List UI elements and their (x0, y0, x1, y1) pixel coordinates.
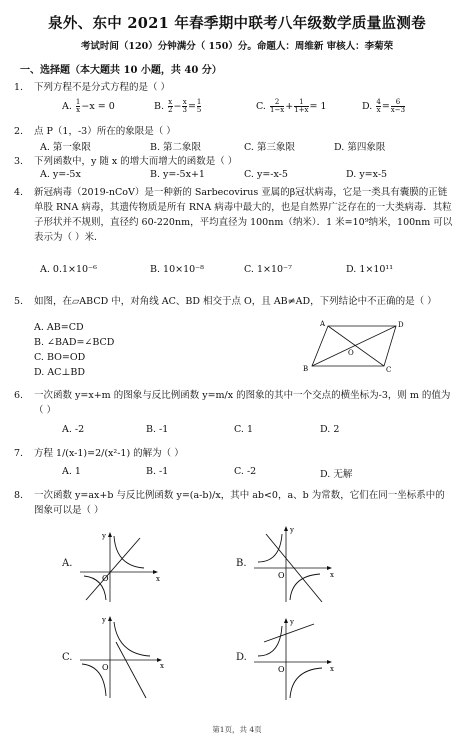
question-text: 一次函数 y=ax+b 与反比例函数 y=(a-b)/x，其中 ab<0，a、b 为常数，它们在同一坐标系中的图象可以是（ ） (34, 490, 445, 516)
origin-label: O (278, 665, 285, 674)
option-a[interactable]: A. 0.1×10⁻⁶ (40, 264, 97, 275)
option-d[interactable]: D. 1×10¹¹ (346, 264, 394, 275)
question-3: 3. 下列函数中，y 随 x 的增大而增大的函数是（ ） (14, 156, 238, 167)
hyperbola-branch-1 (114, 622, 150, 656)
option-c[interactable]: C. -2 (234, 466, 257, 477)
origin-label: O (102, 663, 109, 672)
question-text: 下列方程不是分式方程的是（ ） (34, 82, 171, 93)
label-b: B (303, 365, 309, 373)
page-footer: 第1页，共 4页 (212, 725, 262, 734)
question-text: 点 P（1，-3）所在的象限是（ ） (34, 126, 176, 137)
hyperbola-branch-1 (258, 626, 282, 656)
option-b[interactable]: B. -1 (146, 424, 169, 435)
question-2-options (40, 139, 460, 155)
option-b[interactable]: B. -1 (146, 466, 169, 477)
x-arrow-icon (327, 566, 332, 570)
y-label: y (290, 526, 294, 534)
option-a[interactable]: A. y=-5x (40, 169, 81, 180)
y-arrow-icon (284, 618, 288, 623)
question-1-options (62, 99, 462, 119)
label-a: A (320, 320, 326, 328)
option-a[interactable]: A. (62, 558, 73, 569)
option-b[interactable]: B. y=-5x+1 (150, 169, 205, 180)
label-o: O (348, 349, 354, 357)
option-d[interactable]: D. y=x-5 (346, 169, 388, 180)
option-d[interactable]: D. $\frac{4}{x}$ = $\frac{6}{x-3}$ (362, 98, 406, 114)
question-4-options (40, 264, 460, 280)
option-b[interactable]: B. 第二象限 (150, 142, 202, 153)
x-arrow-icon (327, 660, 332, 664)
graph-a (76, 528, 162, 604)
option-a[interactable]: A. 1 (62, 466, 81, 477)
question-6-options (62, 424, 462, 440)
question-7: 7. 方程 1/(x-1)=2/(x²-1) 的解为（ ） (14, 448, 184, 459)
y-arrow-icon (284, 526, 288, 531)
x-label: x (156, 575, 160, 583)
question-text: 新冠病毒（2019-nCoV）是一种新的 Sarbecovirus 亚属的β冠状病毒，它是一类具有囊膜的正链单股 RNA 病毒，其遗传物质是所有 RNA 病毒中最大的，也是自然界广泛存在的一大类病毒．其粒子形状并不规则，直径约 60-220nm，平均直径为 100nm（纳米）．1 米=10⁹纳米，100nm 可以表示为（ ）米． (34, 187, 453, 243)
label-d: D (398, 321, 404, 329)
option-d[interactable]: D. AC⊥BD (34, 367, 85, 378)
question-6: 6. 一次函数 y=x+m 的图象与反比例函数 y=m/x 的图象的其中一个交点的横坐标为-3，则 m 的值为（ ） (14, 390, 451, 416)
option-c[interactable]: C. BO=OD (34, 352, 86, 363)
option-c[interactable]: C. 1×10⁻⁷ (244, 264, 292, 275)
exam-info: 考试时间（120）分钟满分（ 150）分。命题人：周维新 审核人：李菊荣 (80, 41, 394, 52)
question-5: 5. 如图，在▱ABCD 中，对角线 AC、BD 相交于点 O，且 AB≠AD，下列结论中不正确的是（ ） (14, 296, 437, 307)
line-graph (86, 538, 140, 600)
option-b[interactable]: B. (236, 558, 247, 569)
origin-label: O (102, 574, 109, 583)
y-label: y (290, 618, 294, 626)
parallelogram-figure (300, 318, 412, 374)
question-text: 如图，在▱ABCD 中，对角线 AC、BD 相交于点 O，且 AB≠AD，下列结论中不正确的是（ ） (34, 296, 437, 307)
option-b[interactable]: B. $\frac{x}{2}$ − $\frac{x}{3}$ = $\frac{1}{5}$ (154, 98, 202, 114)
option-d[interactable]: D. 2 (320, 424, 340, 435)
option-a[interactable]: A. AB=CD (34, 322, 84, 333)
question-2: 2. 点 P（1，-3）所在的象限是（ ） (14, 126, 176, 137)
label-c: C (386, 366, 392, 374)
y-label: y (102, 532, 106, 540)
hyperbola-branch-2 (290, 574, 320, 600)
option-a[interactable]: A. 第一象限 (40, 142, 91, 153)
y-arrow-icon (108, 532, 112, 537)
hyperbola-branch-2 (290, 668, 322, 698)
graph-d (250, 614, 336, 702)
x-arrow-icon (153, 570, 158, 574)
question-5-options (34, 322, 184, 386)
diagonal-ac (328, 326, 384, 366)
question-3-options (40, 169, 460, 185)
option-c[interactable]: C. y=-x-5 (244, 169, 288, 180)
diagonal-bd (312, 326, 396, 366)
line-graph (264, 624, 314, 642)
option-b[interactable]: B. ∠BAD=∠BCD (34, 337, 115, 348)
question-4: 4. 新冠病毒（2019-nCoV）是一种新的 Sarbecovirus 亚属的β冠状病毒，它是一类具有囊膜的正链单股 RNA 病毒，其遗传物质是所有 RNA 病毒中最大的，也是自然界广泛存在的一大类病毒．其粒子形状并不规则，直径约 60-220nm，平均直径为 100nm（纳米）．1 米=10⁹纳米，100nm 可以表示为（ ）米． (14, 187, 453, 243)
x-label: x (160, 662, 164, 670)
question-text: 下列函数中，y 随 x 的增大而增大的函数是（ ） (34, 156, 238, 167)
origin-label: O (278, 571, 285, 580)
y-arrow-icon (108, 616, 112, 621)
option-a[interactable]: A. -2 (62, 424, 85, 435)
option-c[interactable]: C. 1 (234, 424, 254, 435)
question-1: 1. 下列方程不是分式方程的是（ ） (14, 82, 171, 93)
question-8: 8. 一次函数 y=ax+b 与反比例函数 y=(a-b)/x，其中 ab<0，a、b 为常数，它们在同一坐标系中的图象可以是（ ） (14, 490, 445, 516)
option-c[interactable]: C. (62, 652, 73, 663)
question-text: 方程 1/(x-1)=2/(x²-1) 的解为（ ） (34, 448, 184, 459)
question-7-options (62, 466, 462, 482)
graph-b (250, 522, 336, 604)
option-d[interactable]: D. 第四象限 (334, 142, 386, 153)
x-label: x (330, 571, 334, 579)
page-title: 泉外、东中 2021 年春季期中联考八年级数学质量监测卷 (48, 15, 426, 32)
option-c[interactable]: C. $\frac{2}{1-x}$ + $\frac{1}{1+x}$ = 1 (256, 98, 327, 114)
option-d[interactable]: D. 无解 (320, 469, 353, 480)
option-d[interactable]: D. (236, 652, 247, 663)
question-text: 一次函数 y=x+m 的图象与反比例函数 y=m/x 的图象的其中一个交点的横坐标为-3，则 m 的值为（ ） (34, 390, 451, 416)
option-c[interactable]: C. 第三象限 (244, 142, 295, 153)
option-a[interactable]: A. $\frac{1}{x}$ −x = 0 (62, 98, 115, 114)
section-heading: 一、选择题（本大题共 10 小题，共 40 分） (20, 65, 222, 76)
option-b[interactable]: B. 10×10⁻⁸ (150, 264, 204, 275)
y-label: y (102, 616, 106, 624)
graph-c (76, 612, 166, 702)
x-label: x (330, 665, 334, 673)
